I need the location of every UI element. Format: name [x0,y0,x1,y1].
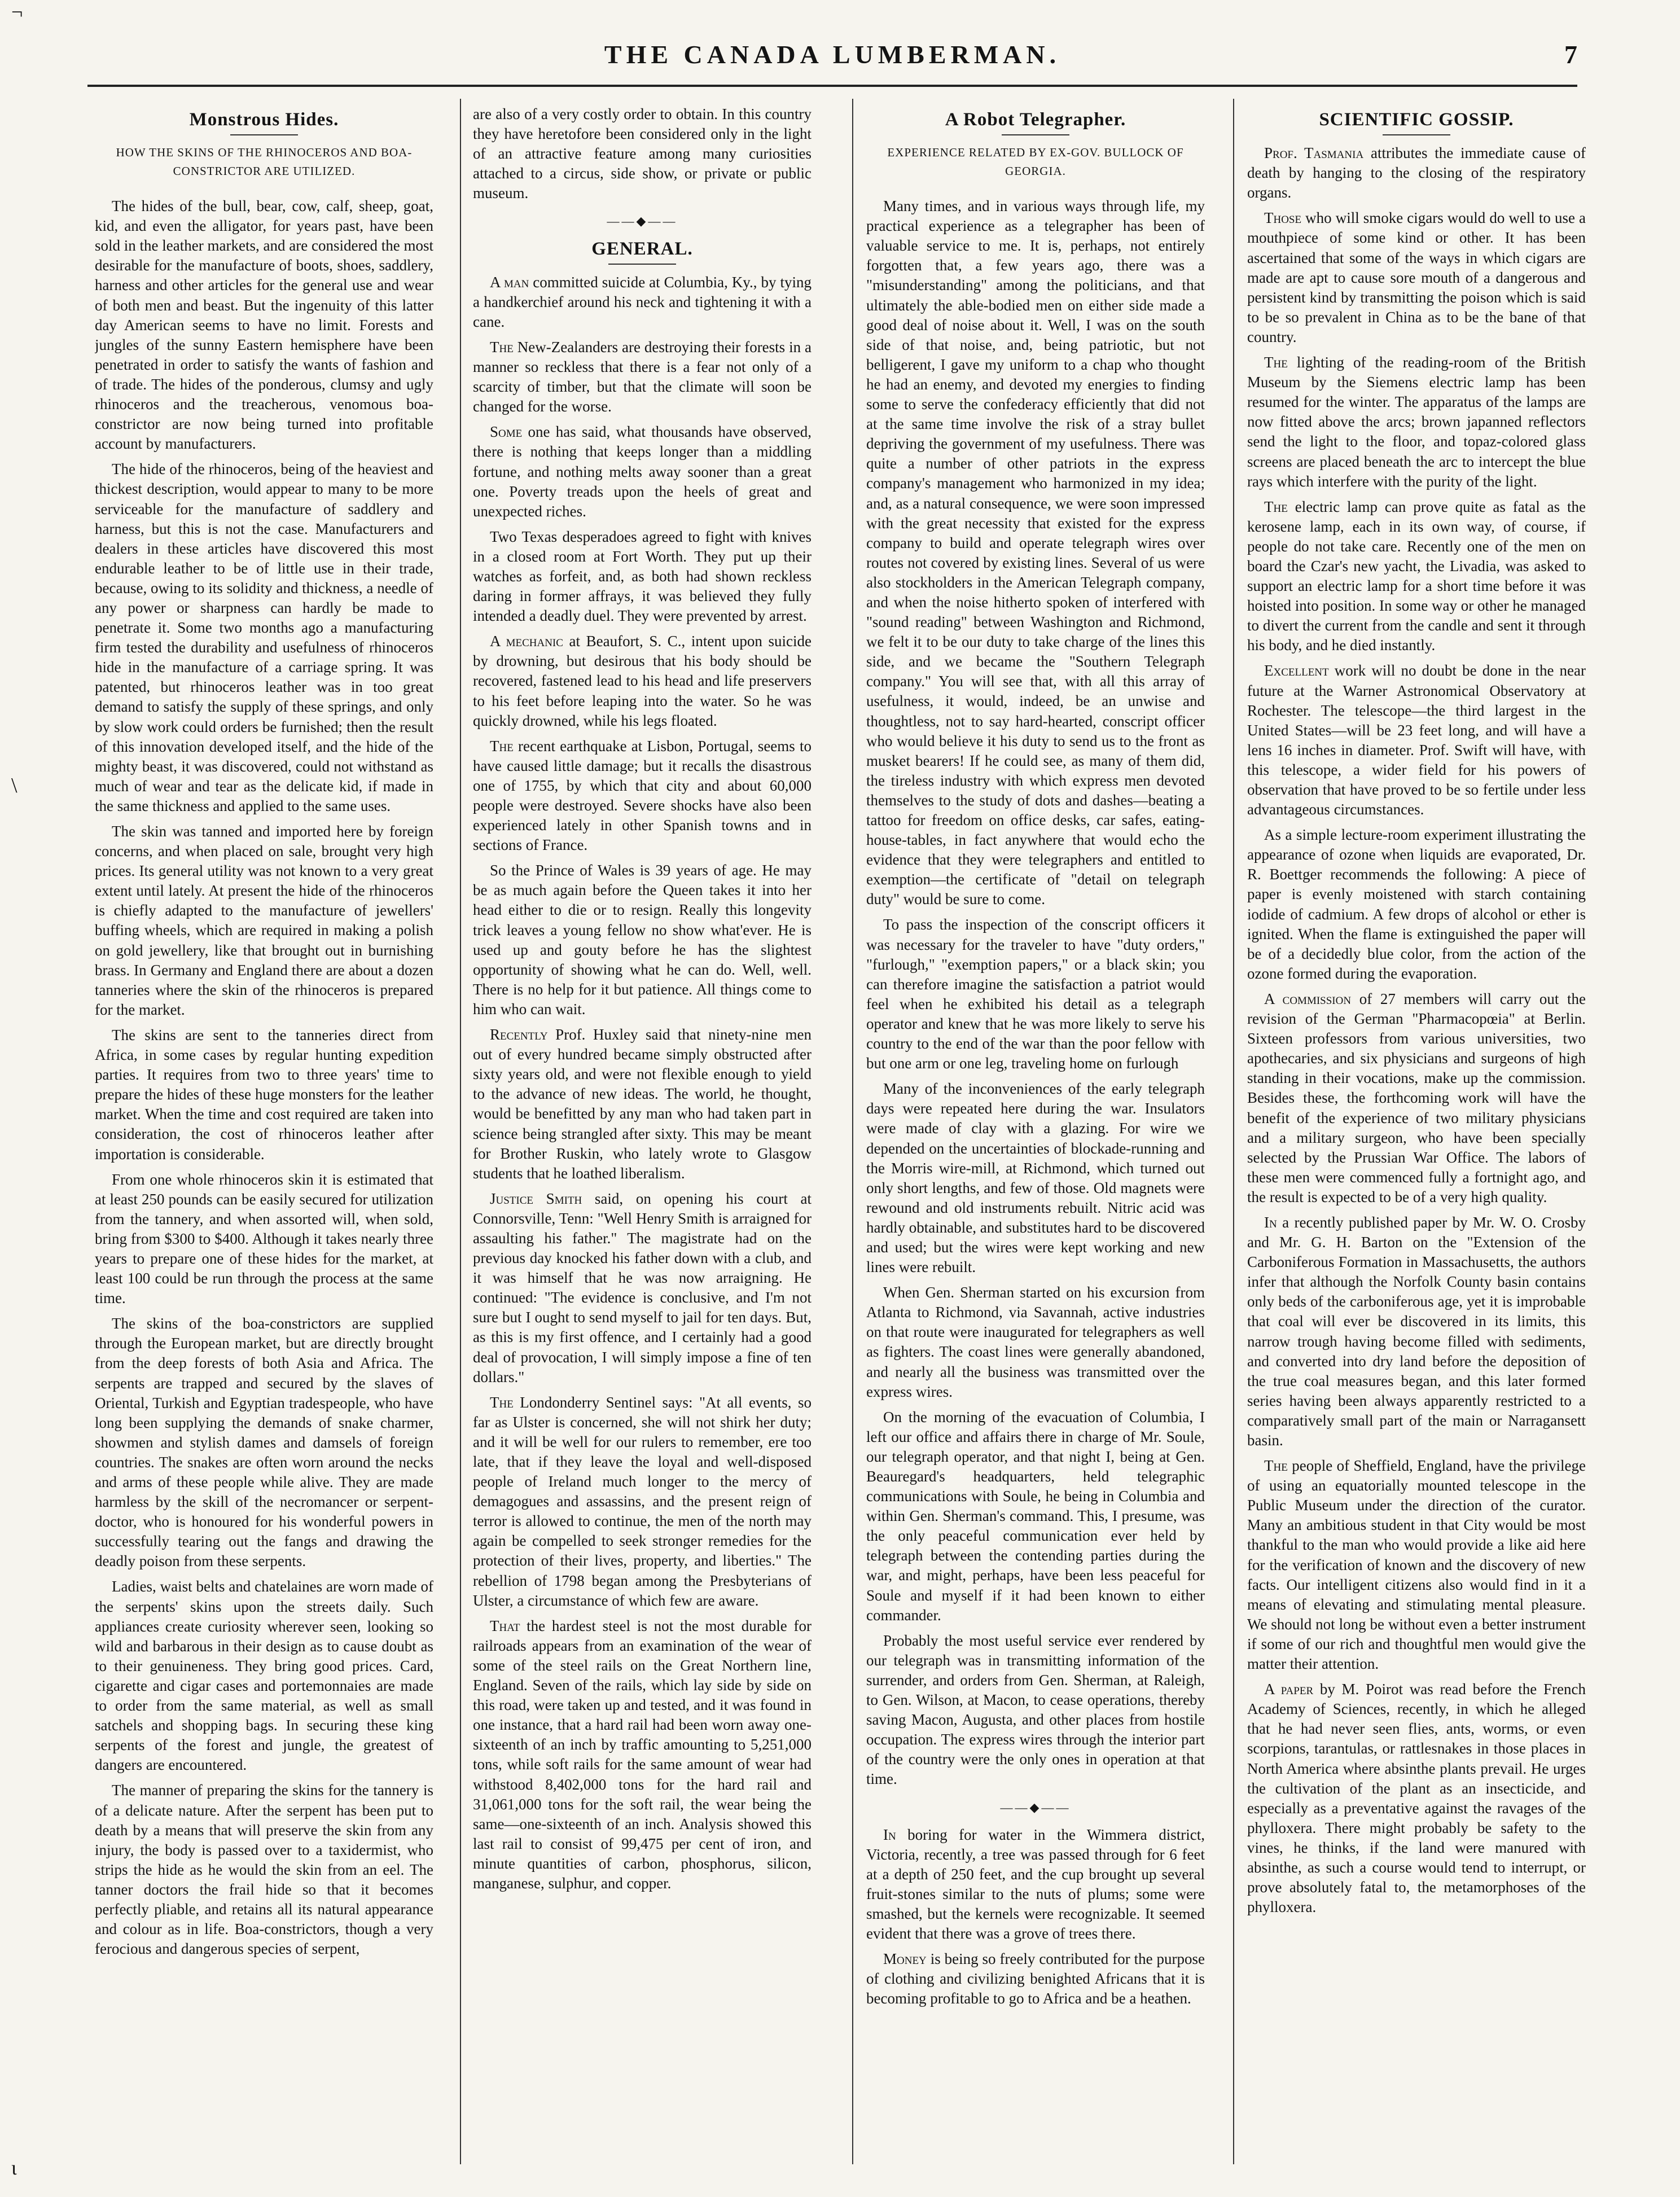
news-item [1247,1456,1586,1674]
news-item [473,273,812,332]
heading-rule [230,134,298,135]
article-subheading: EXPERIENCE RELATED BY EX-GOV. BULLOCK OF GEORGIA. [887,146,1184,178]
news-item [473,337,812,416]
article-heading: Monstrous Hides. [189,109,339,130]
margin-mark: ¬ [11,1,23,23]
item-text: Londonderry Sentinel says: "At all events, so far as Ulster is concerned, she will not shirk her duty; and it will be well for our rulers to remember, ere too late, that if they leave the loyal and well-disposed people of Ireland much longer to the mercy of demagogues and assassins, and the present reign of terror is allowed to continue, the men of the north may again be compelled to seek stronger remedies for the protection of their lives, property, and liberties." The rebellion of 1798 began among the Presbyterians of Ulster, a circumstance of which few are aware. [473,1393,812,1609]
paragraph: The skin was tanned and imported here by foreign concerns, and when placed on sale, brought very high prices. Its general utility was not known to a very great extent until lately. At present the hide of the rhinoceros is chiefly adapted to the manufacture of jewellers' buffing wheels, which are required in making a polish on gold jewellery, like that brought out in burnishing brass. In Germany and England there are about a dozen tanneries where the skin of the rhinoceros is prepared for the market. [95,823,433,1018]
article-body [95,196,433,1959]
margin-mark: \ [11,774,17,797]
column-1 [95,104,433,2164]
news-item [1247,353,1586,492]
item-text: is being so freely contributed for the purpose of clothing and civilizing benighted Africans that it is becoming profitable to go to Africa and be a heathen. [866,1950,1205,2007]
paragraph: The manner of preparing the skins for the tannery is of a delicate nature. After the serpent has been put to death by a means that will preserve the skin from any injury, the body is passed over to a taxidermist, who strips the hide as he would the skin from an eel. The tanner doctors the frail hide so that it becomes perfectly pliable, and retains all its natural appearance and colour as in life. Boa-constrictors, though a very ferocious and dangerous species of serpent, [95,1782,433,1958]
item-text: one has said, what thousands have observed, there is nothing that keeps longer than a middling fortune, and nothing melts away sooner than a great one. Poverty treads upon the heels of great and unexpected riches. [473,423,812,520]
item-lead: That [490,1617,520,1634]
item-text: New-Zealanders are destroying their forests in a manner so reckless that there is a fear not only of a scarcity of timber, but that the climate will soon be changed for the worse. [473,338,812,415]
item-text: attributes the immediate cause of death by hanging to the closing of the respiratory organs. [1247,144,1586,201]
news-item [473,1393,812,1611]
item-lead: In [1264,1213,1277,1231]
paragraph: The hide of the rhinoceros, being of the heaviest and thickest description, would appear to many to be more serviceable for the manufacture of saddlery and harness, but this is not the case. Manufacturers and dealers in these articles have discovered this most endurable leather to be of little use in their trade, because, owing to its solidity and thickness, a needle of any power or sharpness can hardly be made to penetrate it. Some two months ago a manufacturing firm tested the durability and usefulness of rhinoceros hide in the manufacture of a carriage spring. It was patented, but rhinoceros leather was in too great demand to satisfy the supply of these springs, and only by slow work could orders be furnished; then the result of this innovation developed itself, and the hide of the mighty beast, it was discovered, could not withstand as much of wear and tear as the delicate kid, if made in the same thickness and applied to the same uses. [95,461,433,814]
item-text: lighting of the reading-room of the British Museum by the Siemens electric lamp has been resumed for the winter. The apparatus of the lamps are now fitted above the arcs; brown japanned reflectors send the light to the floor, and topaz-colored glass screens are placed beneath the arc to intercept the blue rays which interfere with the purity of the light. [1247,354,1586,490]
paragraph: The hides of the bull, bear, cow, calf, sheep, goat, kid, and even the alligator, for years past, have been sold in the leather markets, and are considered the most desirable for the manufacture of boots, shoes, saddlery, harness and other articles for the general use and wear of both men and beast. But the ingenuity of this latter day American seems to have no limit. Forests and jungles of the sunny Eastern hemisphere have been penetrated in order to satisfy the wants of fashion and of trade. The hides of the ponderous, clumsy and ugly rhinoceros and the treacherous, venomous boa-constrictor are now being turned into profitable account by manufacturers. [95,198,433,453]
paragraph: Ladies, waist belts and chatelaines are worn made of the serpents' skins upon the streets daily. Such appliances create curiosity wherever seen, looking so wild and barbarous in their design as to cause doubt as to their genuineness. They bring good prices. Card, cigarette and cigar cases and portemonnaies are made to order from the same material, as well as small satchels and shopping bags. In securing these king serpents of the forest and jungle, the greatest of dangers are encountered. [95,1578,433,1774]
section-ornament [473,211,812,231]
item-text: electric lamp can prove quite as fatal as the kerosene lamp, each in its own way, of course, if people do not take care. Recently one of the men on board the Czar's new yacht, the Livadia, was asked to support an electric lamp for a short time before it was hoisted into position. In some way or other he managed to divert the current from the candle and sent it through his body, and he died instantly. [1247,498,1586,654]
item-text: a recently published paper by Mr. W. O. Crosby and Mr. G. H. Barton on the "Extension of the Carboniferous Formation in Massachusetts, the authors infer that although the Norfolk County basin contains only beds of the carboniferous age, yet it is improbable that coal will ever be discovered in its limits, this narrow trough having become filled with sediments, and converted into dry land before the deposition of the true coal measures began, and this later formed series having been always apparently restricted to a comparatively small part of the main or Narragansett basin. [1247,1213,1586,1449]
item-text: by M. Poirot was read before the French Academy of Sciences, recently, in which he alleged that he had never seen flies, ants, worms, or even scorpions, tarantulas, or rattlesnakes in those places in North America where absinthe plants prevail. He urges the cultivation of the plant as an insecticide, and especially as a preventative against the ravages of the phylloxera. There might probably be safety to the vines, he thinks, if the land were manured with absinthe, as such a course would tend to interrupt, or prove absolutely fatal to, the metamorphoses of the phylloxera. [1247,1681,1586,1916]
item-lead: Prof. Tasmania [1264,144,1364,162]
column-rule [852,99,853,2164]
paragraph: are also of a very costly order to obtain. In this country they have heretofore been considered only in the light of an attractive feature among many curiosities attached to a circus, side show, or private or public museum. [473,106,812,202]
column-3 [866,104,1205,2164]
item-text: As a simple lecture-room experiment illustrating the appearance of ozone when liquids are evaporated, Dr. R. Boettger recommends the following: A piece of paper is evenly moistened with starch containing iodide of cadmium. A few drops of alcohol or ether is ignited. When the flame is extinguished the paper will be of a decidedly blue color, from the action of the ozone formed during the evaporation. [1247,826,1586,982]
page-number: 7 [1564,40,1577,69]
item-lead: Some [490,423,523,441]
item-lead: The [490,338,514,356]
item-lead: A paper [1264,1681,1314,1698]
masthead [87,40,1577,79]
item-lead: Those [1264,209,1302,227]
news-items [473,273,812,1893]
news-item [1247,1213,1586,1450]
news-item [473,861,812,1019]
section-heading: SCIENTIFIC GOSSIP. [1319,109,1514,130]
item-lead: The [1264,498,1288,515]
section-ornament [866,1797,1205,1817]
news-item [1247,989,1586,1207]
item-text: committed suicide at Columbia, Ky., by tying a handkerchief around his neck and tightening it with a cane. [473,273,812,330]
news-items [1247,143,1586,1917]
item-lead: A commission [1264,990,1352,1007]
paragraph: When Gen. Sherman started on his excursion from Atlanta to Richmond, via Savannah, active industries on that route were inaugurated for telegraphers as well as fighters. The coast lines were generally abandoned, and nearly all the business was transmitted over the express wires. [866,1284,1205,1400]
item-lead: Recently [490,1026,548,1043]
news-item [1247,825,1586,984]
item-text: people of Sheffield, England, have the privilege of using an equatorially mounted telescope in the Public Museum under the direction of the curator. Many an ambitious student in that City would be most thankful to the man who would provide a like aid here for the verification of known and the discovery of new facts. Our intelligent citizens also would find in it a means of elevating and stimulating mental pleasure. We should not long be without even a better instrument if some of our rich and thoughtful men would give the matter their attention. [1247,1457,1586,1673]
item-lead: A man [490,273,529,291]
item-text: who will smoke cigars would do well to use a mouthpiece of some kind or other. It has been ascertained that some of the ways in which cigars are made are apt to cause sore mouth of a dangerous and persistent kind by transmitting the poison which is said to be so prevalent in China as to be the bane of that country. [1247,209,1586,345]
news-item [473,1616,812,1893]
column-rule [1233,99,1234,2164]
heading-rule [608,264,676,265]
header-rule [87,85,1577,87]
news-item [473,1025,812,1183]
news-item [473,527,812,626]
news-item [1247,143,1586,203]
paragraph: Many of the inconveniences of the early telegraph days were repeated here during the war. Insulators were made of clay with a glazing. For wire we depended on the uncertainties of blockade-running and the Morris wire-mill, at Richmond, which turned out only short lengths, and few of those. Old magnets were rewound and old instruments rebuilt. Nitric acid was hardly obtainable, and substitutes hard to be discovered and used; but the wires were kept working and new lines were rebuilt. [866,1080,1205,1276]
newspaper-title: THE CANADA LUMBERMAN. [604,40,1061,69]
news-item [866,1825,1205,1944]
news-item [473,1189,812,1387]
item-text: of 27 members will carry out the revision of the German "Pharmacopœia" at Berlin. Sixteen professors from various universities, two apothecaries, and six physicians and surgeons of high standing in their vocations, make up the commission. Besides these, the forthcoming work will have the benefit of the experience of two military physicians and a military surgeon, who have been specially selected by the Prussian War Office. The labors of these men were commenced fully a fortnight ago, and the result is expected to be of a very high quality. [1247,990,1586,1205]
item-text: said, on opening his court at Connorsville, Tenn: "Well Henry Smith is arraigned for assaulting his father." The magistrate had on the previous day knocked his father down with a club, and it was himself that he was now arraigning. He continued: "The evidence is conclusive, and I'm not sure but I ought to send myself to jail for ten days. But, as this is my first offence, and I certainly had a good deal of provocation, I will simply impose a fine of ten dollars." [473,1190,812,1385]
item-lead: The [1264,354,1288,371]
paragraph: The skins of the boa-constrictors are supplied through the European market, but are directly brought from the deep forests of both Asia and Africa. The serpents are trapped and secured by the slaves of Oriental, Turkish and Egyptian tradespeople, who have long been supplying the demands of snake charmer, showmen and stylish dames and damsels of foreign countries. The snakes are often worn around the necks and arms of these people while alive. They are made harmless by the skill of the necromancer or serpent-doctor, who is honoured for his wonderful powers in successfully tearing out the fangs and drawing the deadly poison from these serpents. [95,1315,433,1570]
item-text: So the Prince of Wales is 39 years of age. He may be as much again before the Queen takes it into her head either to die or to resign. Really this longevity trick leaves a young fellow no show what'ever. He is used up and gouty before he has the slightest opportunity of showing what he can do. Well, well. There is no help for it but patience. All things come to him who can wait. [473,862,812,1018]
margin-mark: ι [11,2156,17,2179]
news-item [1247,497,1586,656]
paragraph: On the morning of the evacuation of Columbia, I left our office and affairs there in charge of Mr. Soule, our telegraph operator, and that night I, being at Gen. Beauregard's headquarters, held telegraphic communications with Soule, he being in Columbia and within Gen. Sherman's command. This, I presume, was the only peaceful communication ever held by telegraph between the contending parties during the war, and might, perhaps, have been less peaceful for Soule and myself if it had been known to either commander. [866,1408,1205,1624]
heading-rule [1002,134,1069,135]
news-items [866,1825,1205,2009]
item-lead: Justice Smith [490,1190,582,1207]
section-heading: GENERAL. [591,238,693,259]
item-lead: The [490,1393,514,1411]
item-lead: The [1264,1457,1288,1475]
article-body [866,196,1205,1789]
item-text: Prof. Huxley said that ninety-nine men out of every hundred became simply obstructed after sixty years old, and were not flexible enough to yield to the advance of new ideas. The world, he thought, would be benefitted by any man who had taken part in science being strangled after sixty. This may be meant for Brother Ruskin, who lately wrote to Glasgow students that he loathed liberalism. [473,1026,812,1182]
paragraph: From one whole rhinoceros skin it is estimated that at least 250 pounds can be easily secured for utilization from the tannery, and when assorted will, when sold, bring from $300 to $400. Although it takes nearly three years to prepare one of these hides for the market, at least 100 could be run through the process at the same time. [95,1170,433,1307]
news-item [1247,1679,1586,1917]
item-text: the hardest steel is not the most durable for railroads appears from an examination of the wear of some of the steel rails on the Great Northern line, England. Seven of the rails, which lay side by side on this road, were taken up and tested, and it was found in one instance, that a hard rail had been worn away one-sixteenth of an inch by traffic amounting to 5,251,000 tons, while soft rails for the same amount of wear had withstood 8,402,000 tons for the hard rail and 31,061,000 tons for the soft rail, the wear being the same—one-sixteenth of an inch. Analysis showed this last rail to consist of 99,475 per cent of iron, and minute quantities of carbon, phosphorus, silicon, manganese, sulphur, and copper. [473,1617,812,1892]
news-item [473,422,812,521]
item-lead: A mechanic [490,633,563,650]
paragraph: The skins are sent to the tanneries direct from Africa, in some cases by regular hunting expedition parties. It requires from two to three years' time to prepare the hides of these huge monsters for the leather market. When the time and cost required are taken into consideration, the cost of rhinoceros leather after importation is considerable. [95,1026,433,1163]
paragraph: Many times, and in various ways through life, my practical experience as a telegrapher has been of valuable service to me. It is, perhaps, not entirely forgotten that, a few years ago, there was a "misunderstanding" among the politicians, and that ultimately the able-bodied men on either side made a good deal of noise about it. Well, I was on the south side of that noise, and, being patriotic, but not belligerent, I gave my uniform to a chap who thought he had an enemy, and devoted my energies to finding some to serve the confederacy efficiently that did not at the same time involve the risk of a stray bullet depriving the government of my usefulness. There was quite a number of other patriots in the express company's management who harmonized in my idea; and, as a natural consequence, we were soon impressed with the great necessity that existed for the express company to build and operate telegraph wires over routes not covered by existing lines. Several of us were also stockholders in the American Telegraph company, and when the noise hitherto spoken of interfered with "sound reading" between Washington and Richmond, we felt it to be our duty to take charge of the lines this side, and we became the "Southern Telegraph company." You will see that, with all this array of usefulness, it would, indeed, be an unwise and thoughtless, not to say hard-hearted, conscript officer who would believe it his duty to send us to the front as musket bearers! If he could see, as many of them did, the tireless industry with which express men devoted themselves to the study of dots and dashes—beating a tattoo for freedom on office desks, car safes, eating-house-tables, in fact anywhere that would echo the evidence that they were telegraphers and entitled to exemption—the certificate of "detail on telegraph duty" would be sure to come. [866,198,1205,908]
item-text: Two Texas desperadoes agreed to fight with knives in a closed room at Fort Worth. They put up their watches as forfeit, and, as both had shown reckless daring in former affrays, it was believed they fully intended a deadly duel. They were prevented by arrest. [473,528,812,625]
paragraph: Probably the most useful service ever rendered by our telegraph was in transmitting information of the surrender, and orders from Gen. Sherman, at Raleigh, to Gen. Wilson, at Macon, to cease operations, thereby saving Macon, Augusta, and other places from hostile occupation. The express wires through the interior part of the country were the only ones in operation at that time. [866,1632,1205,1788]
item-text: recent earthquake at Lisbon, Portugal, seems to have caused little damage; but it recalls the disastrous one of 1755, by which that city and about 60,000 people were destroyed. Severe shocks have also been experienced lately in other Spanish towns and in sections of France. [473,737,812,854]
news-item [1247,208,1586,347]
paragraph: To pass the inspection of the conscript officers it was necessary for the traveler to have "duty orders," "furlough," "exemption papers," or a black skin; you can therefore imagine the satisfaction a patriot would feel when he exhibited his detail as a telegraph operator and knew that he was more likely to serve his country to the end of the war than the poor fellow with but one arm or one leg, traveling home on furlough [866,916,1205,1072]
news-item [1247,661,1586,819]
item-text: at Beaufort, S. C., intent upon suicide by drowning, but desirous that his body should be recovered, fastened lead to his head and life preservers to his feet before leaping into the water. So he was quickly drowned, while his legs floated. [473,633,812,729]
item-text: boring for water in the Wimmera district, Victoria, recently, a tree was passed through for 6 feet at a depth of 250 feet, and the cup brought up several fruit-stones similar to the nuts of plums; some were smashed, but the kernels were recognizable. It seemed evident that there was a grove of trees there. [866,1826,1205,1942]
article-subheading: HOW THE SKINS OF THE RHINOCEROS AND BOA-CONSTRICTOR ARE UTILIZED. [116,146,413,178]
item-lead: The [490,737,514,755]
news-item [866,1949,1205,2009]
column-4 [1247,104,1586,2164]
news-item [473,632,812,730]
item-lead: Money [883,1950,927,1968]
column-rule [460,99,461,2164]
column-2 [473,104,812,2164]
heading-rule [1383,134,1450,135]
item-lead: Excellent [1264,662,1329,679]
item-lead: In [883,1826,896,1843]
news-item [473,736,812,856]
article-heading: A Robot Telegrapher. [945,109,1126,130]
item-text: work will no doubt be done in the near future at the Warner Astronomical Observatory at Rochester. The telescope—the third largest in the United States—will be 23 feet long, and will have a lens 16 inches in diameter. Prof. Swift will have, with this telescope, a wider field for his powers of observation that have proved to be so fertile under less advantageous circumstances. [1247,662,1586,818]
